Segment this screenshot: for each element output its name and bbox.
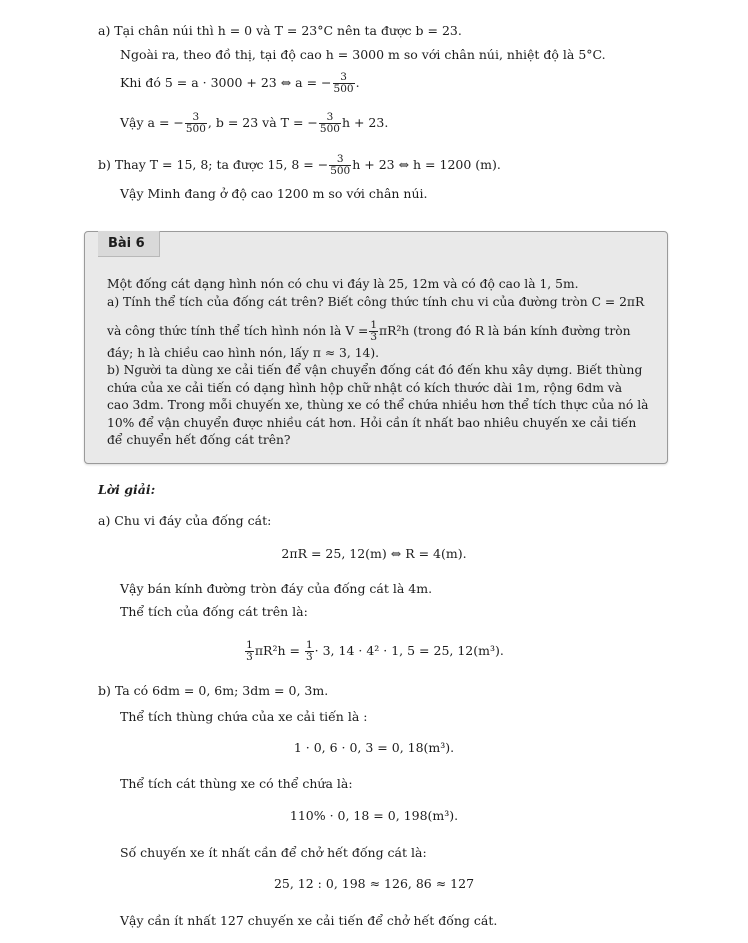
solution-b-equation-1: 1 · 0, 6 · 0, 3 = 0, 18(m³).	[293, 740, 455, 755]
fraction: $\frac{3}{500}$	[330, 153, 351, 177]
problem-line-1: Một đống cát dạng hình nón có chu vi đáy là 25, 12m và có độ cao là 1, 5m.	[107, 277, 579, 291]
problem-line-7: cao 3dm. Trong mỗi chuyến xe, thùng xe có thể chứa nhiều hơn thể tích thực của nó là	[107, 398, 649, 412]
solution-a-equation-1: 2πR = 25, 12(m) ⇔ R = 4(m).	[281, 546, 467, 561]
fraction: $\frac{1}{3}$	[246, 639, 253, 663]
problem-line-6: chứa của xe cải tiến có dạng hình hộp chữ nhật có kích thước dài 1m, rộng 6dm và	[107, 381, 623, 395]
problem-line-8: 10% để vận chuyển được nhiều cát hơn. Hỏi cần ít nhất bao nhiêu chuyến xe cải tiến	[107, 416, 637, 430]
fraction: $\frac{3}{500}$	[319, 111, 340, 135]
part-a-line-4: Vậy a = − $\frac{3}{500}$ , b = 23 và T = − $\frac{3}{500}$ h + 23.	[120, 111, 389, 135]
problem-label: Bài 6	[98, 231, 160, 257]
solution-a-line-1: a) Chu vi đáy của đống cát:	[98, 513, 272, 528]
solution-b-equation-3: 25, 12 : 0, 198 ≈ 126, 86 ≈ 127	[273, 876, 475, 891]
part-a-line-2: Ngoài ra, theo đồ thị, tại độ cao h = 3000 m so với chân núi, nhiệt độ là 5°C.	[120, 47, 606, 62]
solution-heading: Lời giải:	[98, 482, 156, 497]
problem-line-4: đáy; h là chiều cao hình nón, lấy π ≈ 3, 14).	[107, 346, 380, 360]
solution-a-equation-2: $\frac{1}{3}$ πR²h = $\frac{1}{3}$ · 3, 14 · 4² · 1, 5 = 25, 12(m³).	[246, 639, 504, 663]
fraction: $\frac{1}{3}$	[370, 319, 378, 343]
solution-b-equation-2: 110% · 0, 18 = 0, 198(m³).	[289, 808, 459, 823]
part-a-line-1: a) Tại chân núi thì h = 0 và T = 23°C nên ta được b = 23.	[98, 23, 462, 38]
fraction: $\frac{3}{500}$	[185, 111, 206, 135]
problem-box	[84, 231, 668, 464]
problem-line-2: a) Tính thể tích của đống cát trên? Biết công thức tính chu vi của đường tròn C = 2πR	[107, 295, 645, 309]
solution-b-line-3: Thể tích cát thùng xe có thể chứa là:	[120, 776, 353, 791]
problem-line-5: b) Người ta dùng xe cải tiến để vận chuyển đống cát đó đến khu xây dựng. Biết thùng	[107, 363, 643, 377]
solution-b-line-5: Vậy cần ít nhất 127 chuyến xe cải tiến để chở hết đống cát.	[120, 913, 498, 928]
part-a-line-3: Khi đó 5 = a · 3000 + 23 ⇔ a = − $\frac{3}{500}$ .	[120, 71, 360, 95]
solution-b-line-2: Thể tích thùng chứa của xe cải tiến là :	[120, 709, 368, 724]
fraction: $\frac{1}{3}$	[305, 639, 313, 663]
problem-line-9: để chuyển hết đống cát trên?	[107, 433, 291, 447]
part-b-line-2: Vậy Minh đang ở độ cao 1200 m so với chân núi.	[120, 186, 428, 201]
solution-b-line-4: Số chuyến xe ít nhất cần để chở hết đống cát là:	[120, 845, 427, 860]
fraction: $\frac{3}{500}$	[333, 71, 354, 95]
solution-b-line-1: b) Ta có 6dm = 0, 6m; 3dm = 0, 3m.	[98, 683, 329, 698]
solution-a-line-2: Vậy bán kính đường tròn đáy của đống cát là 4m.	[120, 581, 433, 596]
problem-line-3: và công thức tính thể tích hình nón là V = $\frac{1}{3}$ πR²h (trong đó R là bán kính đường tròn	[107, 319, 631, 343]
solution-a-line-3: Thể tích của đống cát trên là:	[120, 604, 308, 619]
part-b-line-1: b) Thay T = 15, 8; ta được 15, 8 = − $\frac{3}{500}$ h + 23 ⇔ h = 1200 (m).	[98, 153, 501, 177]
